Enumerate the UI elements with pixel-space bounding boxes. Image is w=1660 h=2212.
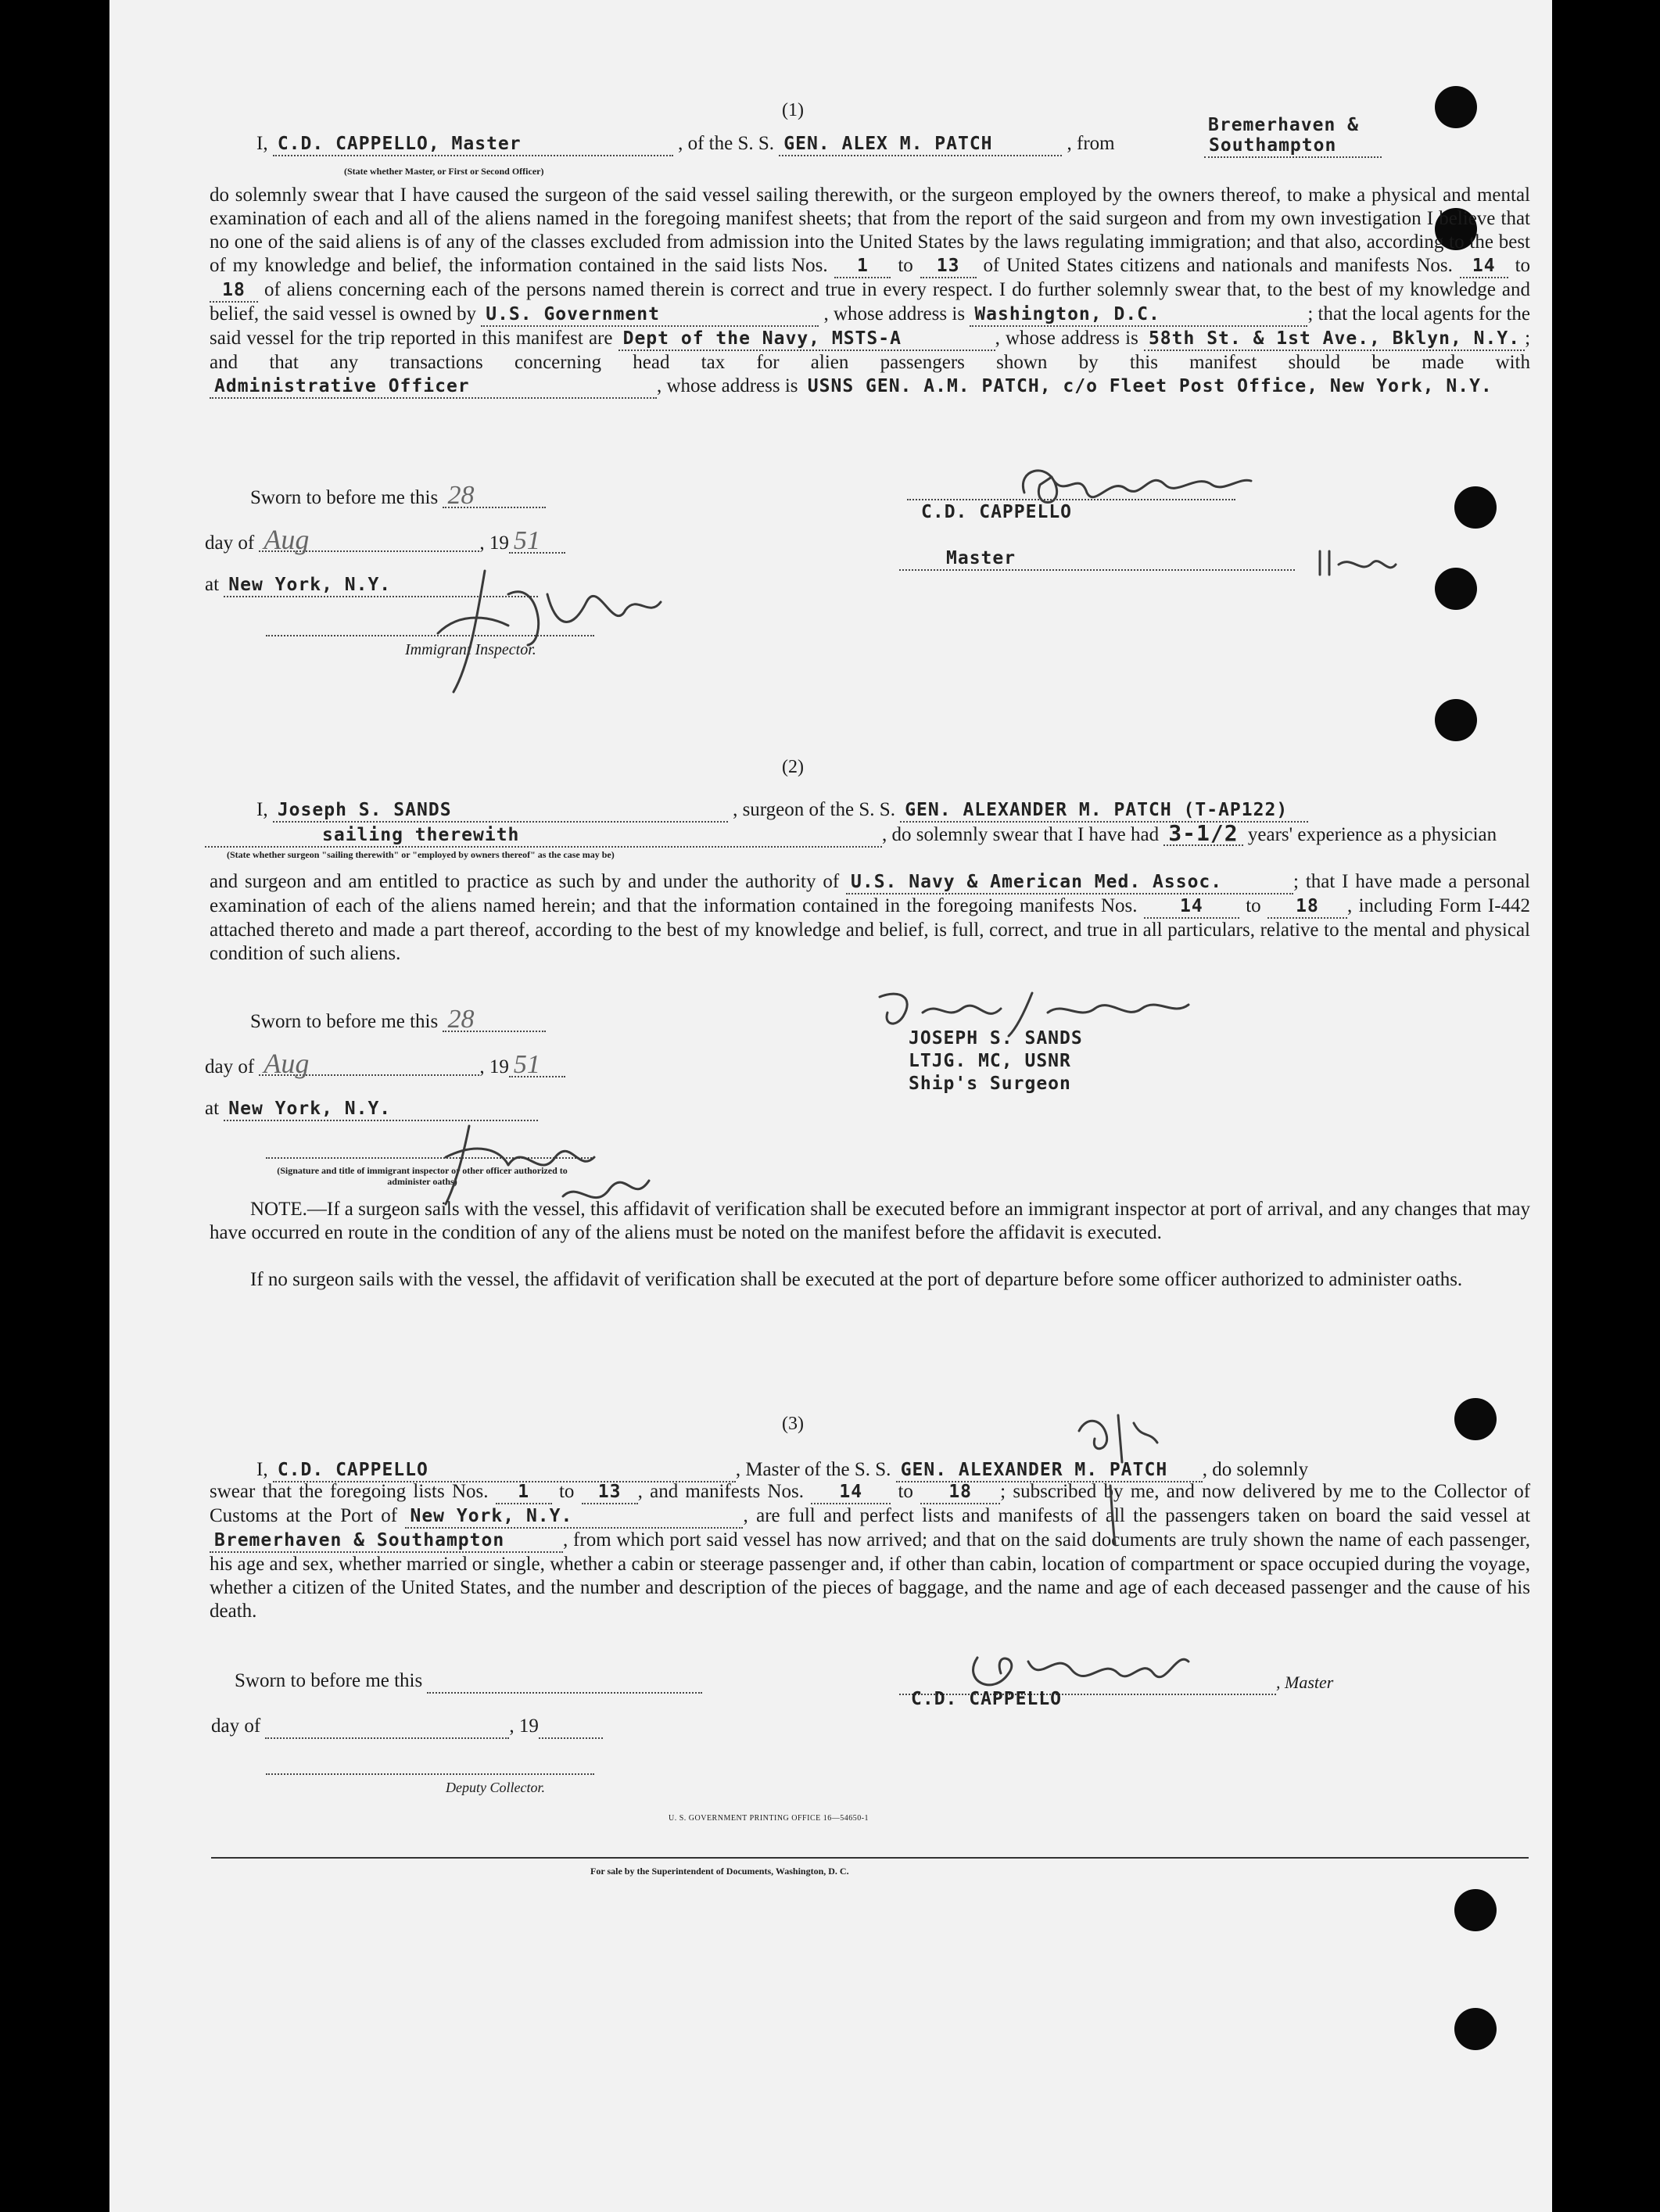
note-paragraph-2: If no surgeon sails with the vessel, the affidavit of verification shall be executed at the port of departure before some officer authorized to administer oaths. <box>250 1269 1463 1290</box>
lists-to-field: 13 <box>920 255 977 278</box>
from-port-field: Southampton <box>1204 134 1382 158</box>
day-of-line-1: day of Aug , 19 51 <box>205 529 565 554</box>
sworn-line-1: Sworn to before me this 28 <box>250 485 546 509</box>
section-1-number: (1) <box>782 100 804 120</box>
section-2-opening-line: I, Joseph S. SANDS , surgeon of the S. S. GEN. ALEXANDER M. PATCH (T-AP122) <box>256 799 1308 823</box>
punch-hole <box>1454 486 1497 529</box>
section-3-lists-to-field: 13 <box>582 1481 638 1504</box>
punch-hole <box>1435 699 1477 741</box>
surgeon-signer-name: JOSEPH S. SANDS <box>909 1028 1083 1049</box>
place-field: New York, N.Y. <box>224 574 538 597</box>
intro-text: I, <box>256 133 268 154</box>
punch-hole <box>1435 86 1477 128</box>
surgeon-signer-title: Ship's Surgeon <box>909 1074 1071 1094</box>
section-1-opening-line <box>256 133 1115 156</box>
master-initials-mark <box>1314 547 1400 579</box>
agents-field: Dept of the Navy, MSTS-A <box>618 328 995 351</box>
surgeon-sworn-day-field: 28 <box>443 1009 546 1032</box>
section-3-opening-line: I, C.D. CAPPELLO , Master of the S. S. GEN. ALEXANDER M. PATCH , do solemnly <box>256 1459 1308 1482</box>
head-tax-address-field: USNS GEN. A.M. PATCH, c/o Fleet Post Office, New York, N.Y. <box>807 376 1493 396</box>
section-3-vessel-field: GEN. ALEXANDER M. PATCH <box>896 1459 1203 1482</box>
gpo-imprint: U. S. GOVERNMENT PRINTING OFFICE 16—54650-1 <box>669 1814 869 1823</box>
lists-from-field: 1 <box>834 255 891 278</box>
master-handwritten-signature <box>1009 446 1259 524</box>
sworn-line-2: Sworn to before me this 28 <box>250 1009 546 1033</box>
section-3-sworn-day-field <box>427 1670 702 1694</box>
section-3-manifests-to-field: 18 <box>920 1481 1000 1504</box>
collector-signature-line <box>266 1773 594 1775</box>
boarding-port-field: Bremerhaven & Southampton <box>210 1529 563 1553</box>
section-2-body: and surgeon and am entitled to practice as such by and under the authority of U.S. Navy & American Med. Assoc. ; that I have made a personal examination of each of the aliens named herein; and that the information contained in the foregoing manifests Nos. 14 to 18 , including Form I-442 attached thereto and made a part thereof, according to the best of my knowledge and belief, is full, correct, and true in all particulars, relative to the mental and physical condition of such aliens. <box>210 871 1531 964</box>
surgeon-name-field: Joseph S. SANDS <box>273 799 728 823</box>
of-ss-text: , of the S. S. <box>678 133 775 154</box>
at-line-1: at New York, N.Y. <box>205 574 538 597</box>
section-3-year-field <box>539 1715 603 1739</box>
section-1-body: do solemnly swear that I have caused the surgeon of the said vessel sailing therewith, or the surgeon employed by the owners thereof, to make a physical and mental examination of each and all of the aliens named in the foregoing manifest sheets; that from the report of the said surgeon and from my own investigation I believe that no one of the said aliens is of any of the classes excluded from admission into the United States by the laws regulating immigration; and that also, according to the best of my knowledge and belief, the information contained in the said lists Nos. 1 to 13 of United States citizens and nationals and manifests Nos. 14 to 18 of aliens concerning each of the persons named therein is correct and true in every respect. I do further solemnly swear that, to the best of my knowledge and belief, the said vessel is owned by U.S. Government , whose address is Washington, D.C. ; that the local agents for the said vessel for the trip reported in this manifest are Dept of the Navy, MSTS-A , whose address is 58th St. & 1st Ave., Bklyn, N.Y. ; and that any transactions concerning head tax for alien passengers shown by this manifest should be made with Administrative Officer , whose address is USNS GEN. A.M. PATCH, c/o Fleet Post Office, New York, N.Y. <box>210 184 1530 399</box>
punch-hole <box>1454 1889 1497 1931</box>
inspector-role-label: Immigrant Inspector. <box>405 641 536 658</box>
master-name-field: C.D. CAPPELLO, Master <box>273 133 673 156</box>
note-paragraph: NOTE.—If a surgeon sails with the vessel, this affidavit of verification shall be executed before an immigrant inspector at port of arrival, and any changes that may have occurred en route in the condition of any of the aliens must be noted on the manifest before the affidavit is executed. <box>210 1199 1530 1243</box>
section-2-number: (2) <box>782 757 804 777</box>
section-3-lists-from-field: 1 <box>496 1481 552 1504</box>
master-title-line <box>899 547 1295 571</box>
surgeon-year-field: 51 <box>509 1054 565 1077</box>
authority-field: U.S. Navy & American Med. Assoc. <box>846 871 1293 894</box>
master-field-label: (State whether Master, or First or Second Officer) <box>344 166 544 177</box>
section-3-signer-name: C.D. CAPPELLO <box>911 1689 1063 1709</box>
punch-hole <box>1454 2008 1497 2050</box>
surgeon-month-field: Aug <box>259 1052 479 1076</box>
section-3-signer-line: , Master <box>899 1672 1333 1695</box>
manifests-to-field: 18 <box>210 279 258 303</box>
official-stamp-mark <box>1063 1400 1173 1548</box>
surgeon-manifests-to-field: 18 <box>1267 895 1347 919</box>
port-field: New York, N.Y. <box>405 1505 743 1529</box>
section-3-month-field <box>265 1715 509 1739</box>
master-signer-name: C.D. CAPPELLO <box>921 502 1073 522</box>
from-port-line-1: Bremerhaven & <box>1208 115 1360 135</box>
punch-hole <box>1435 568 1477 610</box>
surgeon-handwritten-signature <box>868 981 1196 1044</box>
punch-hole <box>1454 1398 1497 1440</box>
section-3-body: swear that the foregoing lists Nos. 1 to 13 , and manifests Nos. 14 to 18 ; subscribed by me, and now delivered by me to the Collector of Customs at the Port of New York, N.Y. , are full and perfect lists and manifests of all the passengers taken on board the said vessel at Bremerhaven & Southampton , from which port said vessel has now arrived; and that on the said documents are truly shown the name of each passenger, his age and sex, whether married or single, whether a cabin or steerage passenger and, if other than cabin, location of compartment or space occupied during the voyage, whether a citizen of the United States, and the number and description of the pieces of baggage, and the name and age of each deceased passenger and the cause of his death. <box>210 1481 1531 1622</box>
section-3-manifests-from-field: 14 <box>811 1481 891 1504</box>
section-3-number: (3) <box>782 1414 804 1434</box>
surgeon-status-line: sailing therewith , do solemnly swear that I have had 3-1/2 years' experience as a physician <box>205 823 1497 848</box>
at-line-2: at New York, N.Y. <box>205 1098 538 1121</box>
agents-address-field: 58th St. & 1st Ave., Bklyn, N.Y. <box>1144 328 1525 351</box>
sale-notice: For sale by the Superintendent of Documents, Washington, D. C. <box>590 1866 849 1877</box>
surgeon-field-label: (State whether surgeon "sailing therewith" or "employed by owners thereof" as the case may be) <box>227 849 615 860</box>
footer-rule <box>211 1857 1529 1859</box>
from-port-line-2 <box>1204 134 1382 158</box>
surgeon-place-field: New York, N.Y. <box>224 1098 538 1121</box>
surgeon-signer-rank: LTJG. MC, USNR <box>909 1051 1071 1071</box>
officer-field-label: (Signature and title of immigrant inspector or other officer authorized to administer oaths) <box>277 1165 568 1187</box>
master-title-field: Master <box>899 547 1295 571</box>
section-3-master-field: C.D. CAPPELLO <box>273 1459 736 1482</box>
year-field: 51 <box>509 530 565 554</box>
section-3-handwritten-signature <box>954 1626 1204 1712</box>
surgeon-status-field: sailing therewith <box>205 824 882 848</box>
head-tax-contact-field: Administrative Officer <box>210 375 657 399</box>
vessel-field: GEN. ALEX M. PATCH <box>779 133 1062 156</box>
from-text: , from <box>1067 133 1115 154</box>
manifests-from-field: 14 <box>1460 255 1508 278</box>
owner-field: U.S. Government <box>481 303 819 327</box>
owner-address-field: Washington, D.C. <box>970 303 1307 327</box>
day-of-line-2: day of Aug , 19 51 <box>205 1052 565 1078</box>
years-field: 3-1/2 <box>1163 823 1242 846</box>
surgeon-vessel-field: GEN. ALEXANDER M. PATCH (T-AP122) <box>900 799 1308 823</box>
sworn-day-field: 28 <box>443 485 546 508</box>
form-page <box>109 0 1552 2212</box>
day-of-line-3: day of , 19 <box>211 1715 603 1739</box>
surgeon-manifests-from-field: 14 <box>1144 895 1239 919</box>
month-field: Aug <box>259 529 479 552</box>
sworn-line-3: Sworn to before me this <box>235 1670 702 1694</box>
inspector-handwritten-signature <box>391 547 672 704</box>
collector-role-label: Deputy Collector. <box>446 1780 545 1795</box>
